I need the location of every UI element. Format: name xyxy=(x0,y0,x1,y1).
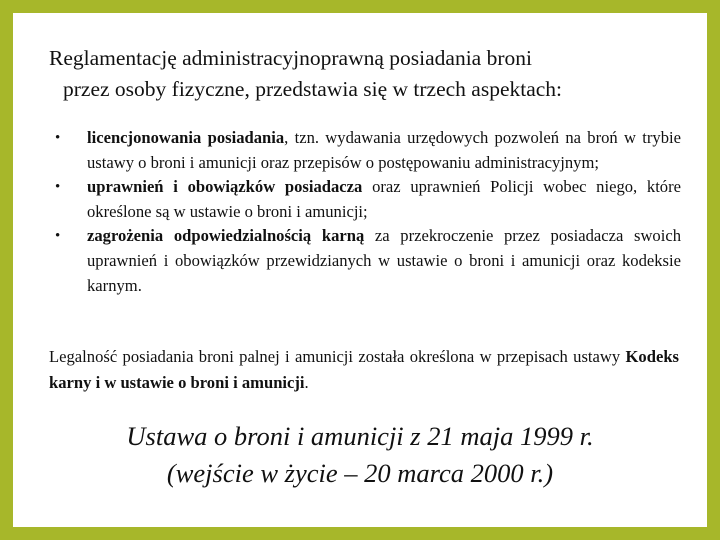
act-citation xyxy=(13,418,707,492)
aspects-list xyxy=(49,126,681,298)
list-item-bold: zagrożenia odpowiedzialnością karną xyxy=(87,226,365,246)
heading-line-2: przez osoby fizyczne, przedstawia się w trzech aspektach: xyxy=(63,77,563,101)
paragraph-end: . xyxy=(304,372,309,392)
list-item-text: , tzn. wydawania urzędowych pozwoleń na broń w trybie ustawy o broni i amunicji oraz przepisów o postępowaniu administracyjnym; xyxy=(87,128,681,172)
legality-paragraph xyxy=(49,344,679,395)
bullet-marker: • xyxy=(55,130,61,146)
list-item-bold: licencjonowania posiadania xyxy=(87,128,285,147)
bullet-marker: • xyxy=(55,179,61,196)
paragraph-text: Legalność posiadania broni palnej i amunicji została określona w przepisach ustawy xyxy=(49,347,626,366)
slide-heading xyxy=(49,43,677,105)
list-item-bold: uprawnień i obowiązków posiadacza xyxy=(87,177,363,197)
list-item-text: oraz uprawnień Policji wobec niego, które określone są w ustawie o broni i amunicji; xyxy=(87,177,682,221)
bullet-marker: • xyxy=(55,228,61,245)
act-citation-line-2: (wejście w życie – 20 marca 2000 r.) xyxy=(166,458,554,488)
heading-line-1: Reglamentację administracyjnoprawną posiadania broni xyxy=(49,46,532,70)
list-item xyxy=(49,224,681,298)
list-item-text: za przekroczenie przez posiadacza swoich uprawnień i obowiązków przewidzianych w ustawie o broni i amunicji oraz kodeksie karnym. xyxy=(87,226,681,295)
list-item xyxy=(49,175,681,224)
act-citation-line-1: Ustawa o broni i amunicji z 21 maja 1999 r. xyxy=(126,421,594,451)
list-item xyxy=(49,126,681,175)
slide xyxy=(13,13,707,527)
paragraph-bold: Kodeks karny i w ustawie o broni i amunicji xyxy=(49,347,679,392)
